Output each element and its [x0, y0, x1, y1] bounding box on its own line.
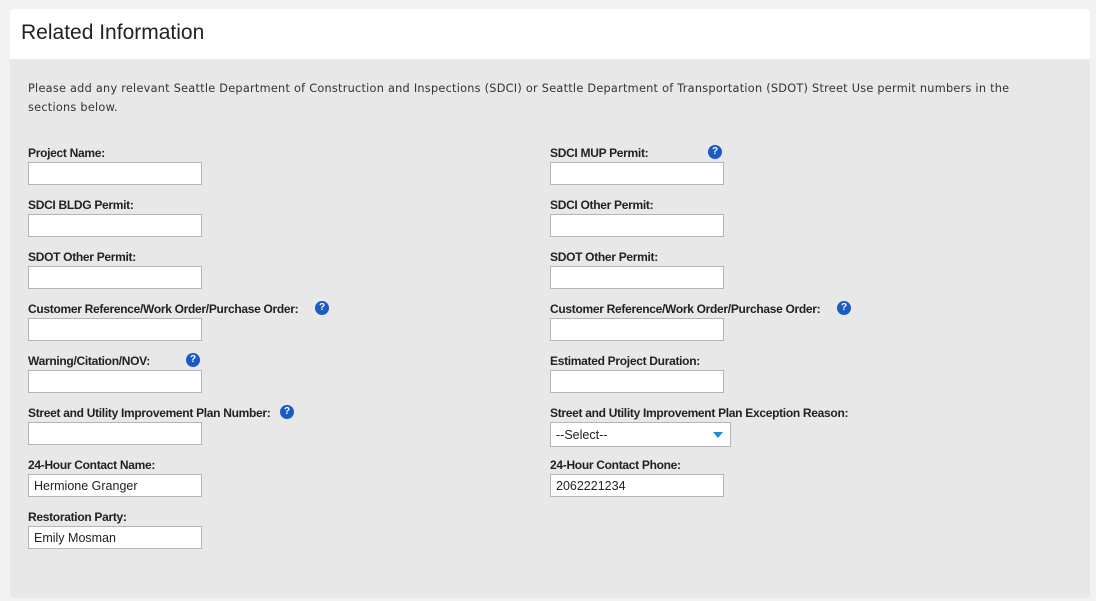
- suip-exception-reason-select[interactable]: [550, 422, 731, 447]
- warning-citation-input[interactable]: [28, 370, 202, 393]
- customer-reference-help-icon-left[interactable]: ?: [315, 301, 329, 315]
- intro-text: Please add any relevant Seattle Department of Construction and Inspections (SDCI) or Seattle Department of Transportation (SDOT) Street Use permit numbers in the sections below.: [28, 82, 1010, 114]
- customer-reference-help-icon-right[interactable]: ?: [837, 301, 851, 315]
- customer-reference-input-left[interactable]: [28, 318, 202, 341]
- suip-number-label: Street and Utility Improvement Plan Number:: [28, 406, 271, 420]
- sdci-bldg-permit-label: SDCI BLDG Permit:: [28, 198, 134, 212]
- restoration-party-input[interactable]: [28, 526, 202, 549]
- sdci-other-permit-input[interactable]: [550, 214, 724, 237]
- warning-citation-label: Warning/Citation/NOV:: [28, 354, 150, 368]
- estimated-duration-input[interactable]: [550, 370, 724, 393]
- customer-reference-label-right: Customer Reference/Work Order/Purchase Order:: [550, 302, 821, 316]
- customer-reference-label-left: Customer Reference/Work Order/Purchase Order:: [28, 302, 299, 316]
- contact-name-label: 24-Hour Contact Name:: [28, 458, 156, 472]
- chevron-down-icon: [713, 432, 723, 438]
- restoration-party-label: Restoration Party:: [28, 510, 127, 524]
- sdci-mup-permit-input[interactable]: [550, 162, 724, 185]
- sdot-other-permit-label-left: SDOT Other Permit:: [28, 250, 136, 264]
- suip-number-input[interactable]: [28, 422, 202, 445]
- customer-reference-input-right[interactable]: [550, 318, 724, 341]
- related-information-panel: [10, 9, 1090, 598]
- sdci-bldg-permit-input[interactable]: [28, 214, 202, 237]
- estimated-duration-label: Estimated Project Duration:: [550, 354, 700, 368]
- sdci-mup-permit-help-icon[interactable]: ?: [708, 145, 722, 159]
- sdot-other-permit-input-right[interactable]: [550, 266, 724, 289]
- project-name-label: Project Name:: [28, 146, 105, 160]
- suip-number-help-icon[interactable]: ?: [280, 405, 294, 419]
- contact-phone-label: 24-Hour Contact Phone:: [550, 458, 681, 472]
- contact-phone-input[interactable]: [550, 474, 724, 497]
- sdci-other-permit-label: SDCI Other Permit:: [550, 198, 654, 212]
- panel-title: Related Information: [21, 21, 205, 44]
- sdot-other-permit-input-left[interactable]: [28, 266, 202, 289]
- suip-exception-reason-selected: --Select--: [556, 428, 608, 442]
- project-name-input[interactable]: [28, 162, 202, 185]
- sdci-mup-permit-label: SDCI MUP Permit:: [550, 146, 649, 160]
- sdot-other-permit-label-right: SDOT Other Permit:: [550, 250, 658, 264]
- contact-name-input[interactable]: [28, 474, 202, 497]
- panel-header: [10, 9, 1090, 59]
- warning-citation-help-icon[interactable]: ?: [186, 353, 200, 367]
- suip-exception-reason-label: Street and Utility Improvement Plan Exception Reason:: [550, 406, 849, 420]
